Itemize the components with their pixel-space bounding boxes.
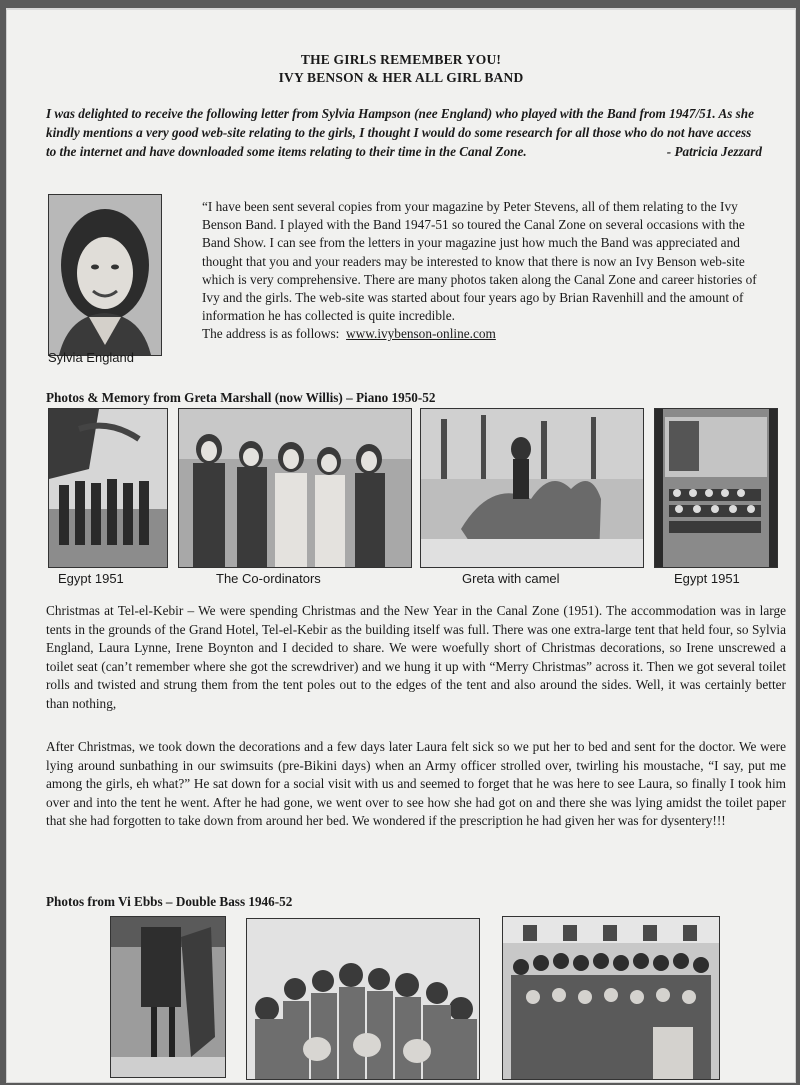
- page-edge: [6, 8, 796, 10]
- intro-paragraph: [46, 104, 762, 161]
- photo-co-ordinators: [178, 408, 412, 568]
- photo-greta-with-camel: [420, 408, 644, 568]
- website-link[interactable]: www.ivybenson-online.com: [346, 326, 496, 342]
- caption-egypt-1951-right: Egypt 1951: [674, 571, 740, 586]
- letter-text: “I have been sent several copies from your magazine by Peter Stevens, all of them relating to the Ivy Benson Band. I played with the Band 1947-51 so toured the Canal Zone on several occasions with the Band Show. I can see from the letters in your magazine just how much the Band was appreciated and thought that you and your readers may be interested to know that there is now an Ivy Benson web-site which is very comprehensive. There are many photos taken along the Canal Zone and career histories of Ivy and the girls. The web-site was started about four years ago by Brian Ravenhill and the amount of information he has collected is quite incredible.: [202, 199, 757, 324]
- photo-vi-ebbs-2: [246, 918, 480, 1080]
- section-heading-greta: Photos & Memory from Greta Marshall (now Willis) – Piano 1950-52: [46, 390, 436, 405]
- article-title: THE GIRLS REMEMBER YOU!: [300, 52, 502, 67]
- magazine-page: [6, 8, 796, 1083]
- portrait-photo: [48, 194, 162, 356]
- intro-text: I was delighted to receive the following letter from Sylvia Hampson (nee England) who played with the Band from 1947/51. As she kindly mentions a very good web-site relating to the girls, I thought I would do some research for all those who do not have access to the internet and have downloaded some items relating to their time in the Canal Zone.: [46, 106, 754, 159]
- address-label: The address is as follows:: [202, 326, 340, 342]
- portrait-caption: Sylvia England: [48, 350, 134, 365]
- intro-signature: - Patricia Jezzard: [666, 144, 762, 159]
- article-subtitle: IVY BENSON & HER ALL GIRL BAND: [278, 70, 524, 85]
- after-christmas-paragraph: After Christmas, we took down the decorations and a few days later Laura felt sick so we put her to bed and sent for the doctor. We were lying around sunbathing in our swimsuits (pre-Bikini days) when an Army officer strolled over, twirling his moustache, “I say, put me among the girls, eh what?” He sat down for a social visit with us and seemed to forget that he was here to see Laura, so finally I took him over and into the tent he went. After he had gone, we went over to see how she had got on and there she was lying amidst the toilet paper that she had forgotten to take down from around her bed. We wondered if the prescription he had given her was for dysentery!!!: [46, 739, 786, 829]
- photo-egypt-1951-right: [654, 408, 778, 568]
- christmas-paragraph: Christmas at Tel-el-Kebir – We were spending Christmas and the New Year in the Canal Zone (1951). The accommodation was in large tents in the grounds of the Grand Hotel, Tel-el-Kebir as the building itself was full. There was one extra-large tent that held four, so Sylvia England, Laura Lynne, Irene Boynton and I decided to share. We were woefully short of Christmas decorations, so Irene unscrewed a toilet seat (can’t remember where she got the screwdriver) and we hung it up with “Merry Christmas” across it. Then we got several toilet rolls and twisted and strung them from the tent poles out to the edges of the tent and also around the sides. Well, it was certainly better than nothing,: [46, 603, 786, 711]
- caption-co-ordinators: The Co-ordinators: [216, 571, 321, 586]
- photo-egypt-1951-left: [48, 408, 168, 568]
- caption-greta-with-camel: Greta with camel: [462, 571, 560, 586]
- photo-vi-ebbs-3: [502, 916, 720, 1080]
- section-heading-vi-ebbs: Photos from Vi Ebbs – Double Bass 1946-52: [46, 894, 293, 909]
- photo-vi-ebbs-1: [110, 916, 226, 1078]
- caption-egypt-1951-left: Egypt 1951: [58, 571, 124, 586]
- letter-body: [202, 198, 774, 344]
